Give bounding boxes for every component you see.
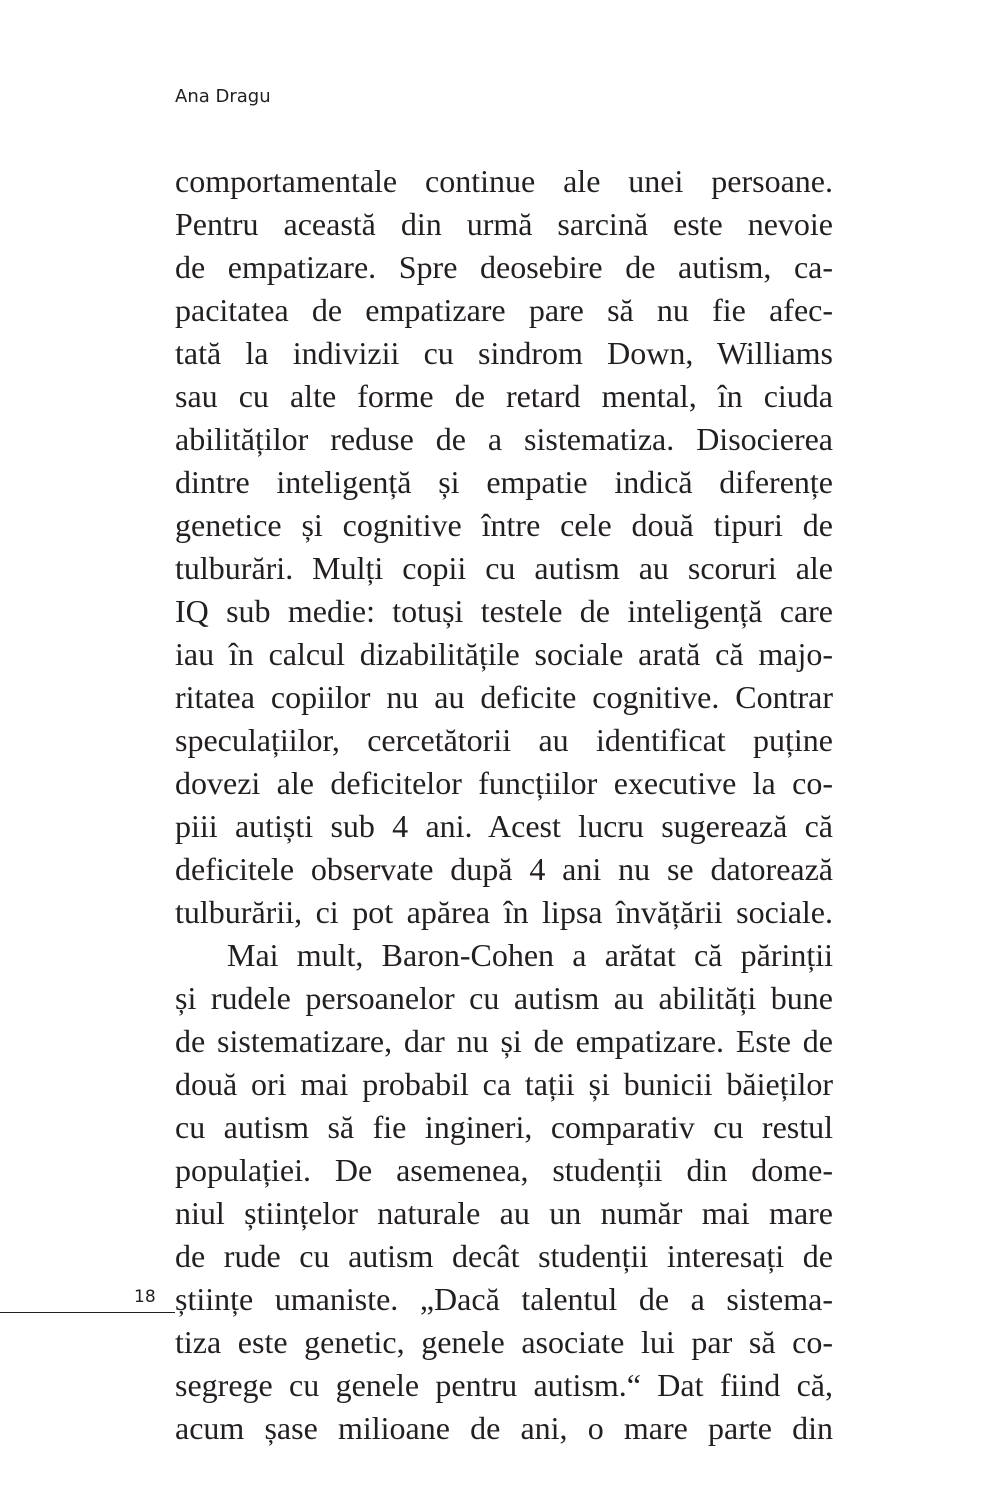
text-line: tulburării, ci pot apărea în lipsa învățării sociale. [175, 894, 833, 930]
text-line: cu autism să fie ingineri, comparativ cu restul [175, 1109, 833, 1145]
text-line: tulburări. Mulți copii cu autism au scoruri ale [175, 550, 833, 586]
text-line: abilităților reduse de a sistematiza. Disocierea [175, 421, 833, 457]
text-line: segrege cu genele pentru autism.“ Dat fiind că, [175, 1367, 833, 1403]
text-line: dovezi ale deficitelor funcțiilor executive la co- [175, 765, 833, 801]
text-line: acum șase milioane de ani, o mare parte din [175, 1410, 833, 1446]
text-line: Mai mult, Baron-Cohen a arătat că părinții [227, 937, 833, 973]
text-line: științe umaniste. „Dacă talentul de a sistema- [175, 1281, 833, 1317]
text-line: iau în calcul dizabilitățile sociale arată că majo- [175, 636, 833, 672]
text-line: de sistematizare, dar nu și de empatizare. Este de [175, 1023, 833, 1059]
paragraph-1 [175, 160, 833, 934]
text-line: tată la indivizii cu sindrom Down, Williams [175, 335, 833, 371]
text-line: de empatizare. Spre deosebire de autism, ca- [175, 249, 833, 285]
text-line: două ori mai probabil ca tații și bunicii băieților [175, 1066, 833, 1102]
body-text [175, 160, 833, 1450]
text-line: populației. De asemenea, studenții din dome- [175, 1152, 833, 1188]
text-line: niul științelor naturale au un număr mai mare [175, 1195, 833, 1231]
text-line: IQ sub medie: totuși testele de inteligență care [175, 593, 833, 629]
text-line: pacitatea de empatizare pare să nu fie afec- [175, 292, 833, 328]
text-line: tiza este genetic, genele asociate lui par să co- [175, 1324, 833, 1360]
text-line: deficitele observate după 4 ani nu se datorează [175, 851, 833, 887]
text-line: Pentru această din urmă sarcină este nevoie [175, 206, 833, 242]
text-line: ritatea copiilor nu au deficite cognitive. Contrar [175, 679, 833, 715]
text-line: și rudele persoanelor cu autism au abilități bune [175, 980, 833, 1016]
text-line: genetice și cognitive între cele două tipuri de [175, 507, 833, 543]
running-head: Ana Dragu [175, 86, 271, 107]
text-line: piii autiști sub 4 ani. Acest lucru sugerează că [175, 808, 833, 844]
text-line: speculațiilor, cercetătorii au identificat puține [175, 722, 833, 758]
page-number: 18 [134, 1287, 156, 1307]
text-line: de rude cu autism decât studenții interesați de [175, 1238, 833, 1274]
footer-rule [0, 1312, 175, 1313]
text-line: dintre inteligență și empatie indică diferențe [175, 464, 833, 500]
text-line: sau cu alte forme de retard mental, în ciuda [175, 378, 833, 414]
text-line: comportamentale continue ale unei persoane. [175, 163, 833, 199]
paragraph-2 [175, 934, 833, 1450]
